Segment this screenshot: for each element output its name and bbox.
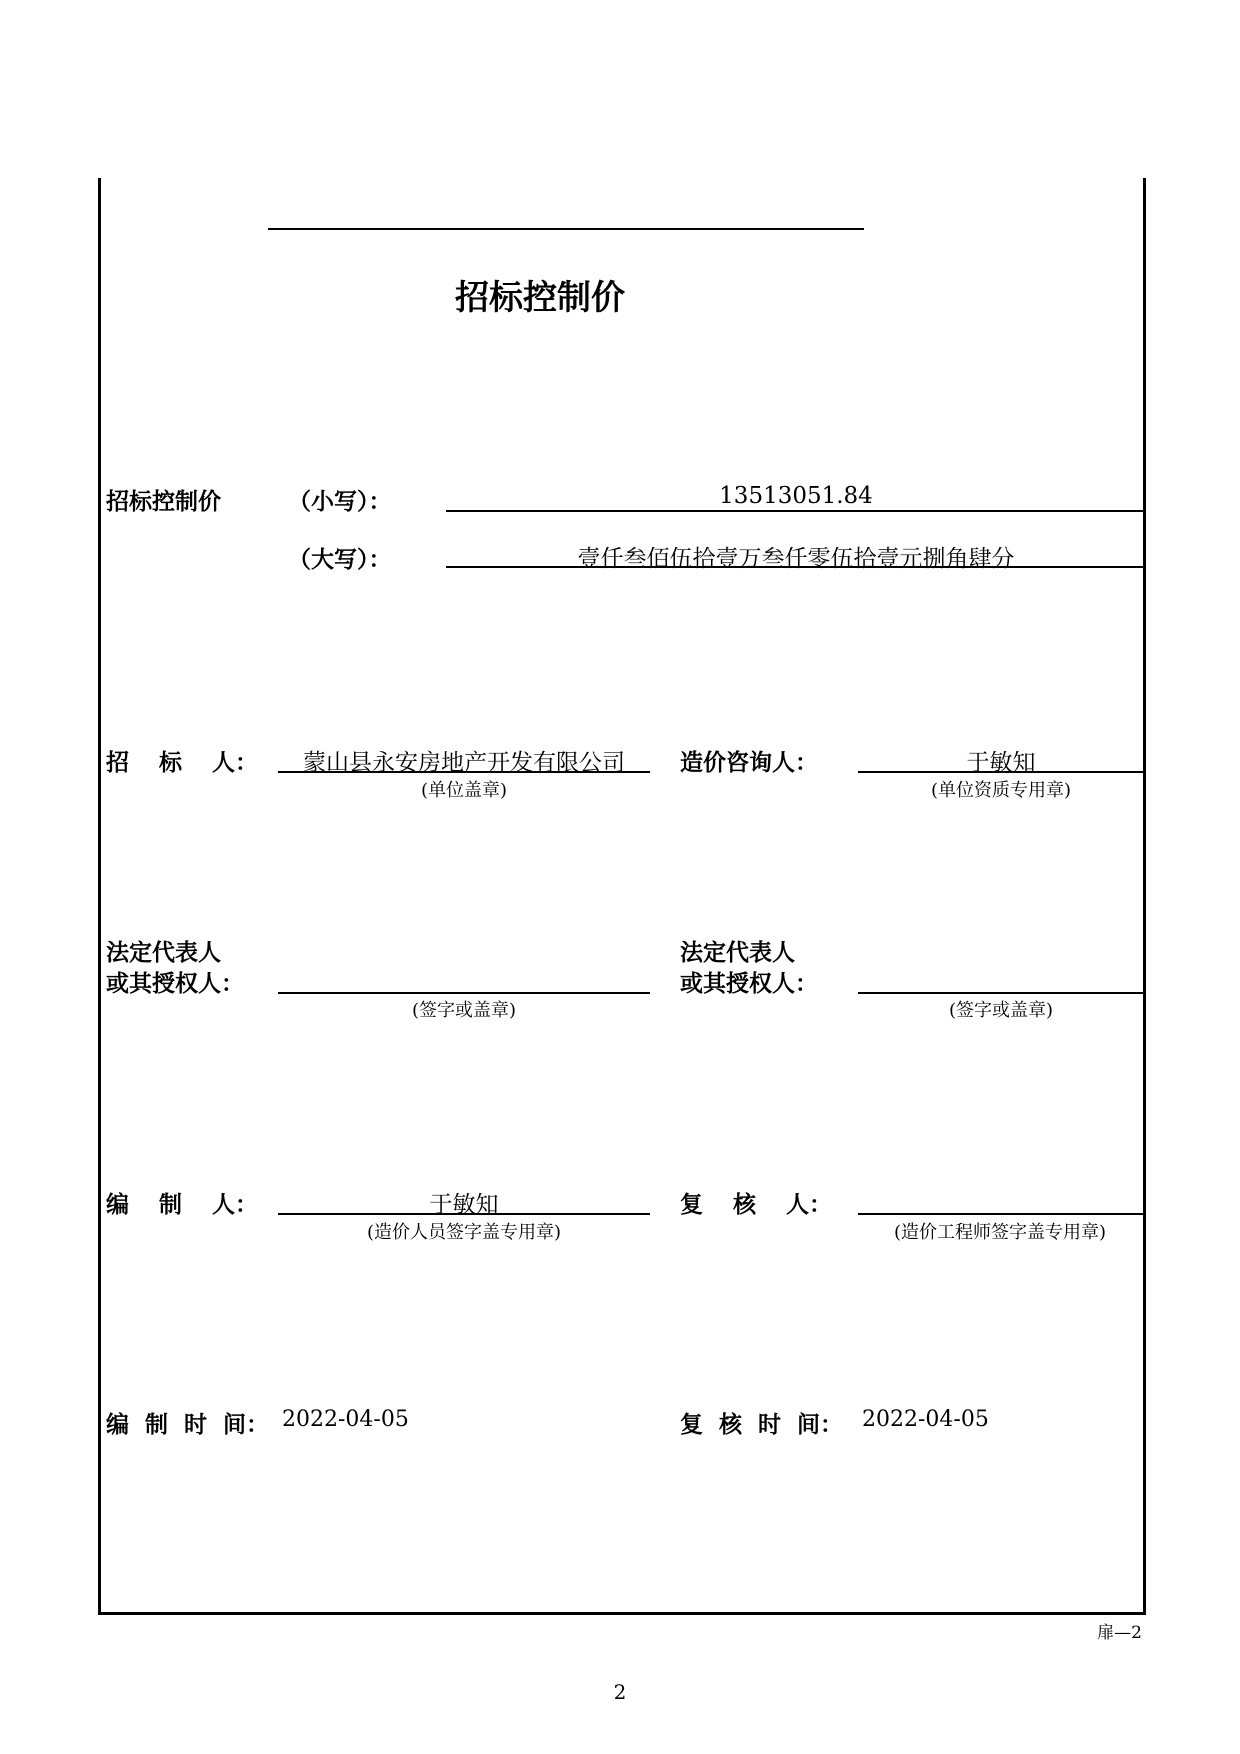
price-big-value: 壹仟叁佰伍拾壹万叁仟零伍拾壹元捌角肆分: [577, 546, 1015, 572]
compiler-note: (造价人员签字盖专用章): [366, 1222, 562, 1243]
tenderer-underline: [278, 771, 650, 773]
compile-time-label: [106, 1406, 276, 1439]
frame-left-border: [98, 178, 101, 1614]
page-number: 2: [613, 1680, 627, 1704]
reviewer-label-text: 复 核 人：: [680, 1192, 833, 1218]
price-small-value: 13513051.84: [719, 483, 873, 509]
price-big-label: （大写）：: [288, 547, 392, 573]
tenderer-label-text: 招 标 人：: [106, 750, 259, 776]
compiler-value: 于敏知: [429, 1192, 499, 1218]
legal-right-label-line2: 或其授权人：: [680, 971, 818, 997]
reviewer-note: (造价工程师签字盖专用章): [893, 1222, 1107, 1243]
price-small-underline: [446, 510, 1144, 512]
legal-left-underline: [278, 992, 650, 994]
legal-left-note: (签字或盖章): [411, 1000, 517, 1021]
legal-left-label-line2: 或其授权人：: [106, 971, 244, 997]
form-code: 扉—2: [1097, 1623, 1142, 1643]
price-big-underline: [446, 566, 1144, 568]
consultant-label: 造价咨询人：: [680, 750, 818, 776]
compiler-label-text: 编 制 人：: [106, 1192, 259, 1218]
price-small-label: （小写）：: [288, 489, 392, 515]
compile-time-value: 2022-04-05: [282, 1407, 409, 1432]
legal-left-label-line1: 法定代表人: [106, 940, 221, 966]
review-time-label: [680, 1406, 850, 1439]
legal-right-underline: [858, 992, 1144, 994]
consultant-value: 于敏知: [966, 750, 1036, 776]
tenderer-value: 蒙山县永安房地产开发有限公司: [303, 750, 625, 776]
tenderer-note: (单位盖章): [420, 780, 508, 801]
tenderer-label: [106, 744, 259, 777]
frame-bottom-border: [98, 1612, 1146, 1615]
compile-time-label-text: 编 制 时 间：: [106, 1412, 270, 1438]
review-time-label-text: 复 核 时 间：: [680, 1412, 844, 1438]
compiler-underline: [278, 1213, 650, 1215]
compiler-label: [106, 1186, 259, 1219]
consultant-underline: [858, 771, 1144, 773]
price-label: 招标控制价: [106, 489, 221, 515]
legal-right-note: (签字或盖章): [948, 1000, 1054, 1021]
reviewer-label: [680, 1186, 840, 1219]
project-name-underline: [268, 228, 864, 230]
reviewer-underline: [858, 1213, 1144, 1215]
review-time-value: 2022-04-05: [862, 1407, 989, 1432]
legal-right-label-line1: 法定代表人: [680, 940, 795, 966]
page-title: 招标控制价: [455, 278, 625, 318]
frame-right-border: [1143, 178, 1146, 1614]
consultant-note: (单位资质专用章): [930, 780, 1072, 801]
